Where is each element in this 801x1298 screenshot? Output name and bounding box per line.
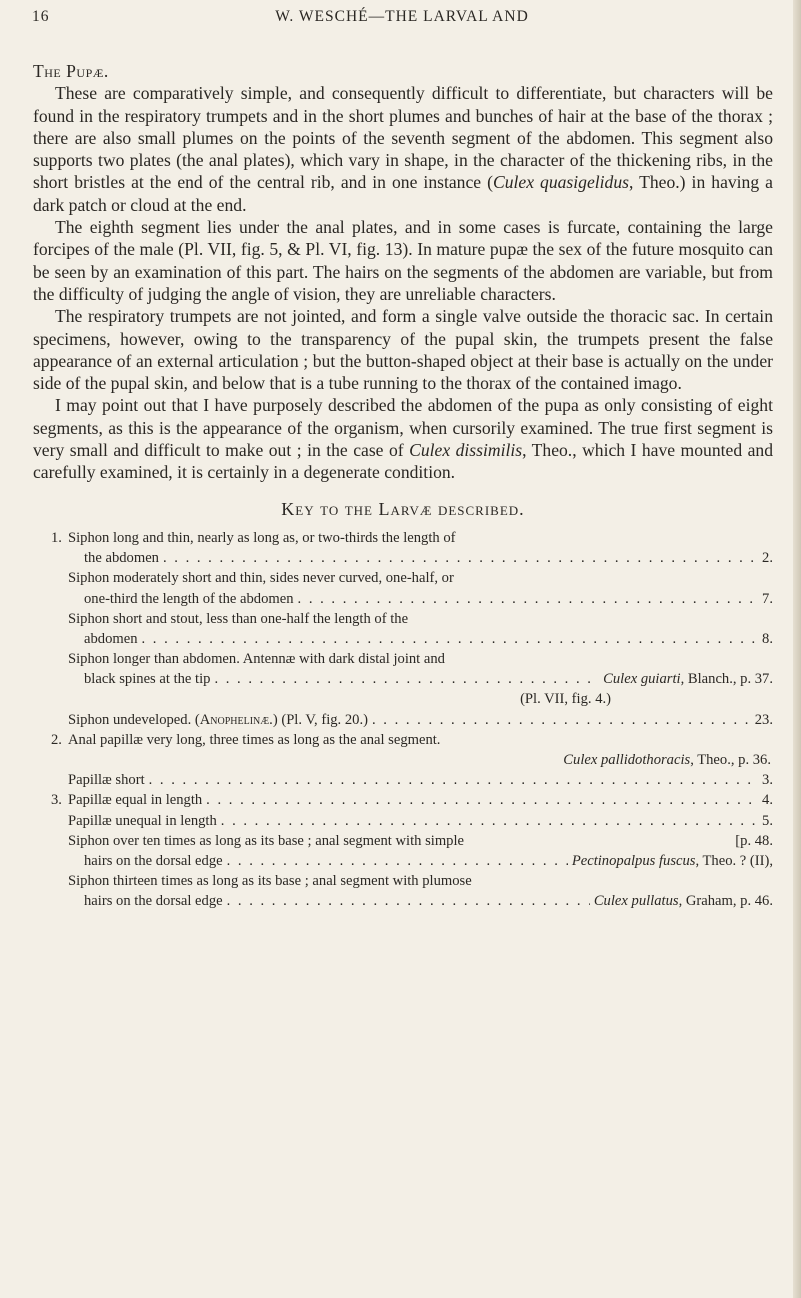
key-line: Siphon undeveloped. (Anophelinæ.) (Pl. V, fig. 20.) . . . 23. — [33, 710, 773, 730]
key-line: hairs on the dorsal edge . . . Pectinopalpus fuscus, Theo. ? (II), — [33, 851, 773, 871]
key-line: Papillæ short . . . 3. — [33, 770, 773, 790]
paragraph-4: I may point out that I have purposely described the abdomen of the pupa as only consisting of eight segments, as this is the appearance of the organism, when cursorily examined. The true first segment is very small and difficult to make out ; in the case of Culex dissimilis, Theo., which I have mounted and carefully examined, it is certainly in a degenerate condition. — [33, 395, 773, 483]
running-header — [32, 8, 772, 32]
section-heading-pupae: The Pupæ. — [33, 61, 109, 81]
key-line: Siphon short and stout, less than one-half the length of the — [68, 610, 409, 627]
key-line: abdomen . . . 8. — [33, 629, 773, 649]
key-line: 3. Papillæ equal in length . . . 4. — [33, 790, 773, 810]
key-line: hairs on the dorsal edge . . . Culex pullatus, Graham, p. 46. — [33, 891, 773, 911]
key-line: the abdomen . . . 2. — [33, 548, 773, 568]
species-name: Culex quasigelidus — [492, 172, 629, 193]
key-line: 2. Anal papillæ very long, three times as long as the anal segment. — [51, 731, 441, 748]
species-name: Culex dissimilis — [409, 440, 523, 461]
paragraph-1: These are comparatively simple, and consequently difficult to differentiate, but characters will be found in the respiratory trumpets and in the short plumes and bunches of hair at the base of the thorax ; there are also small plumes on the points of the seventh segment of the abdomen. This segment also supports two plates (the anal plates), which vary in shape, in the character of the thickening ribs, in the short bristles at the end of the central rib, and in one instance (Culex quasigelidus, Theo.) in having a dark patch or cloud at the end. — [33, 83, 773, 215]
key-heading: Key to the Larvæ described. — [281, 498, 525, 519]
key-line: Siphon longer than abdomen. Antennæ with dark distal joint and — [68, 651, 445, 668]
page-body — [33, 60, 773, 912]
key-line: Siphon moderately short and thin, sides never curved, one-half, or — [68, 570, 454, 587]
page-edge-shadow — [793, 0, 801, 1298]
key-line: Culex pallidothoracis, Theo., p. 36. — [563, 752, 771, 768]
running-title: W. WESCHÉ—THE LARVAL AND — [275, 8, 529, 25]
key-line: Papillæ unequal in length . . . 5. — [33, 811, 773, 831]
paragraph-2: The eighth segment lies under the anal plates, and in some cases is furcate, containing the large forcipes of the male (Pl. VII, fig. 5, & Pl. VI, fig. 13). In mature pupæ the sex of the future mosquito can be seen by an examination of this part. The hairs on the segments of the abdomen are variable, but from the difficulty of judging the angle of vision, they are unreliable characters. — [33, 217, 773, 304]
key-line: Siphon thirteen times as long as its base ; anal segment with plumose — [68, 873, 472, 890]
key-line: (Pl. VII, fig. 4.) — [520, 691, 611, 708]
paragraph-3: The respiratory trumpets are not jointed, and form a single valve outside the thoracic sac. In certain specimens, however, owing to the transparency of the pupal skin, the trumpets present the false appearance of an external articulation ; but the button-shaped object at their base is actually on the under side of the pupal skin, and below that is a tube running to the thorax of the contained imago. — [33, 306, 773, 394]
page-number: 16 — [32, 8, 50, 25]
key-line: 1. Siphon long and thin, nearly as long as, or two-thirds the length of — [51, 529, 456, 546]
key-line: one-third the length of the abdomen . . . 7. — [33, 589, 773, 609]
key-line: black spines at the tip . . . Culex guiarti, Blanch., p. 37. — [33, 669, 773, 689]
key-line: Siphon over ten times as long as its base ; anal segment with simple [p. 48. — [68, 832, 773, 849]
identification-key — [33, 528, 773, 912]
